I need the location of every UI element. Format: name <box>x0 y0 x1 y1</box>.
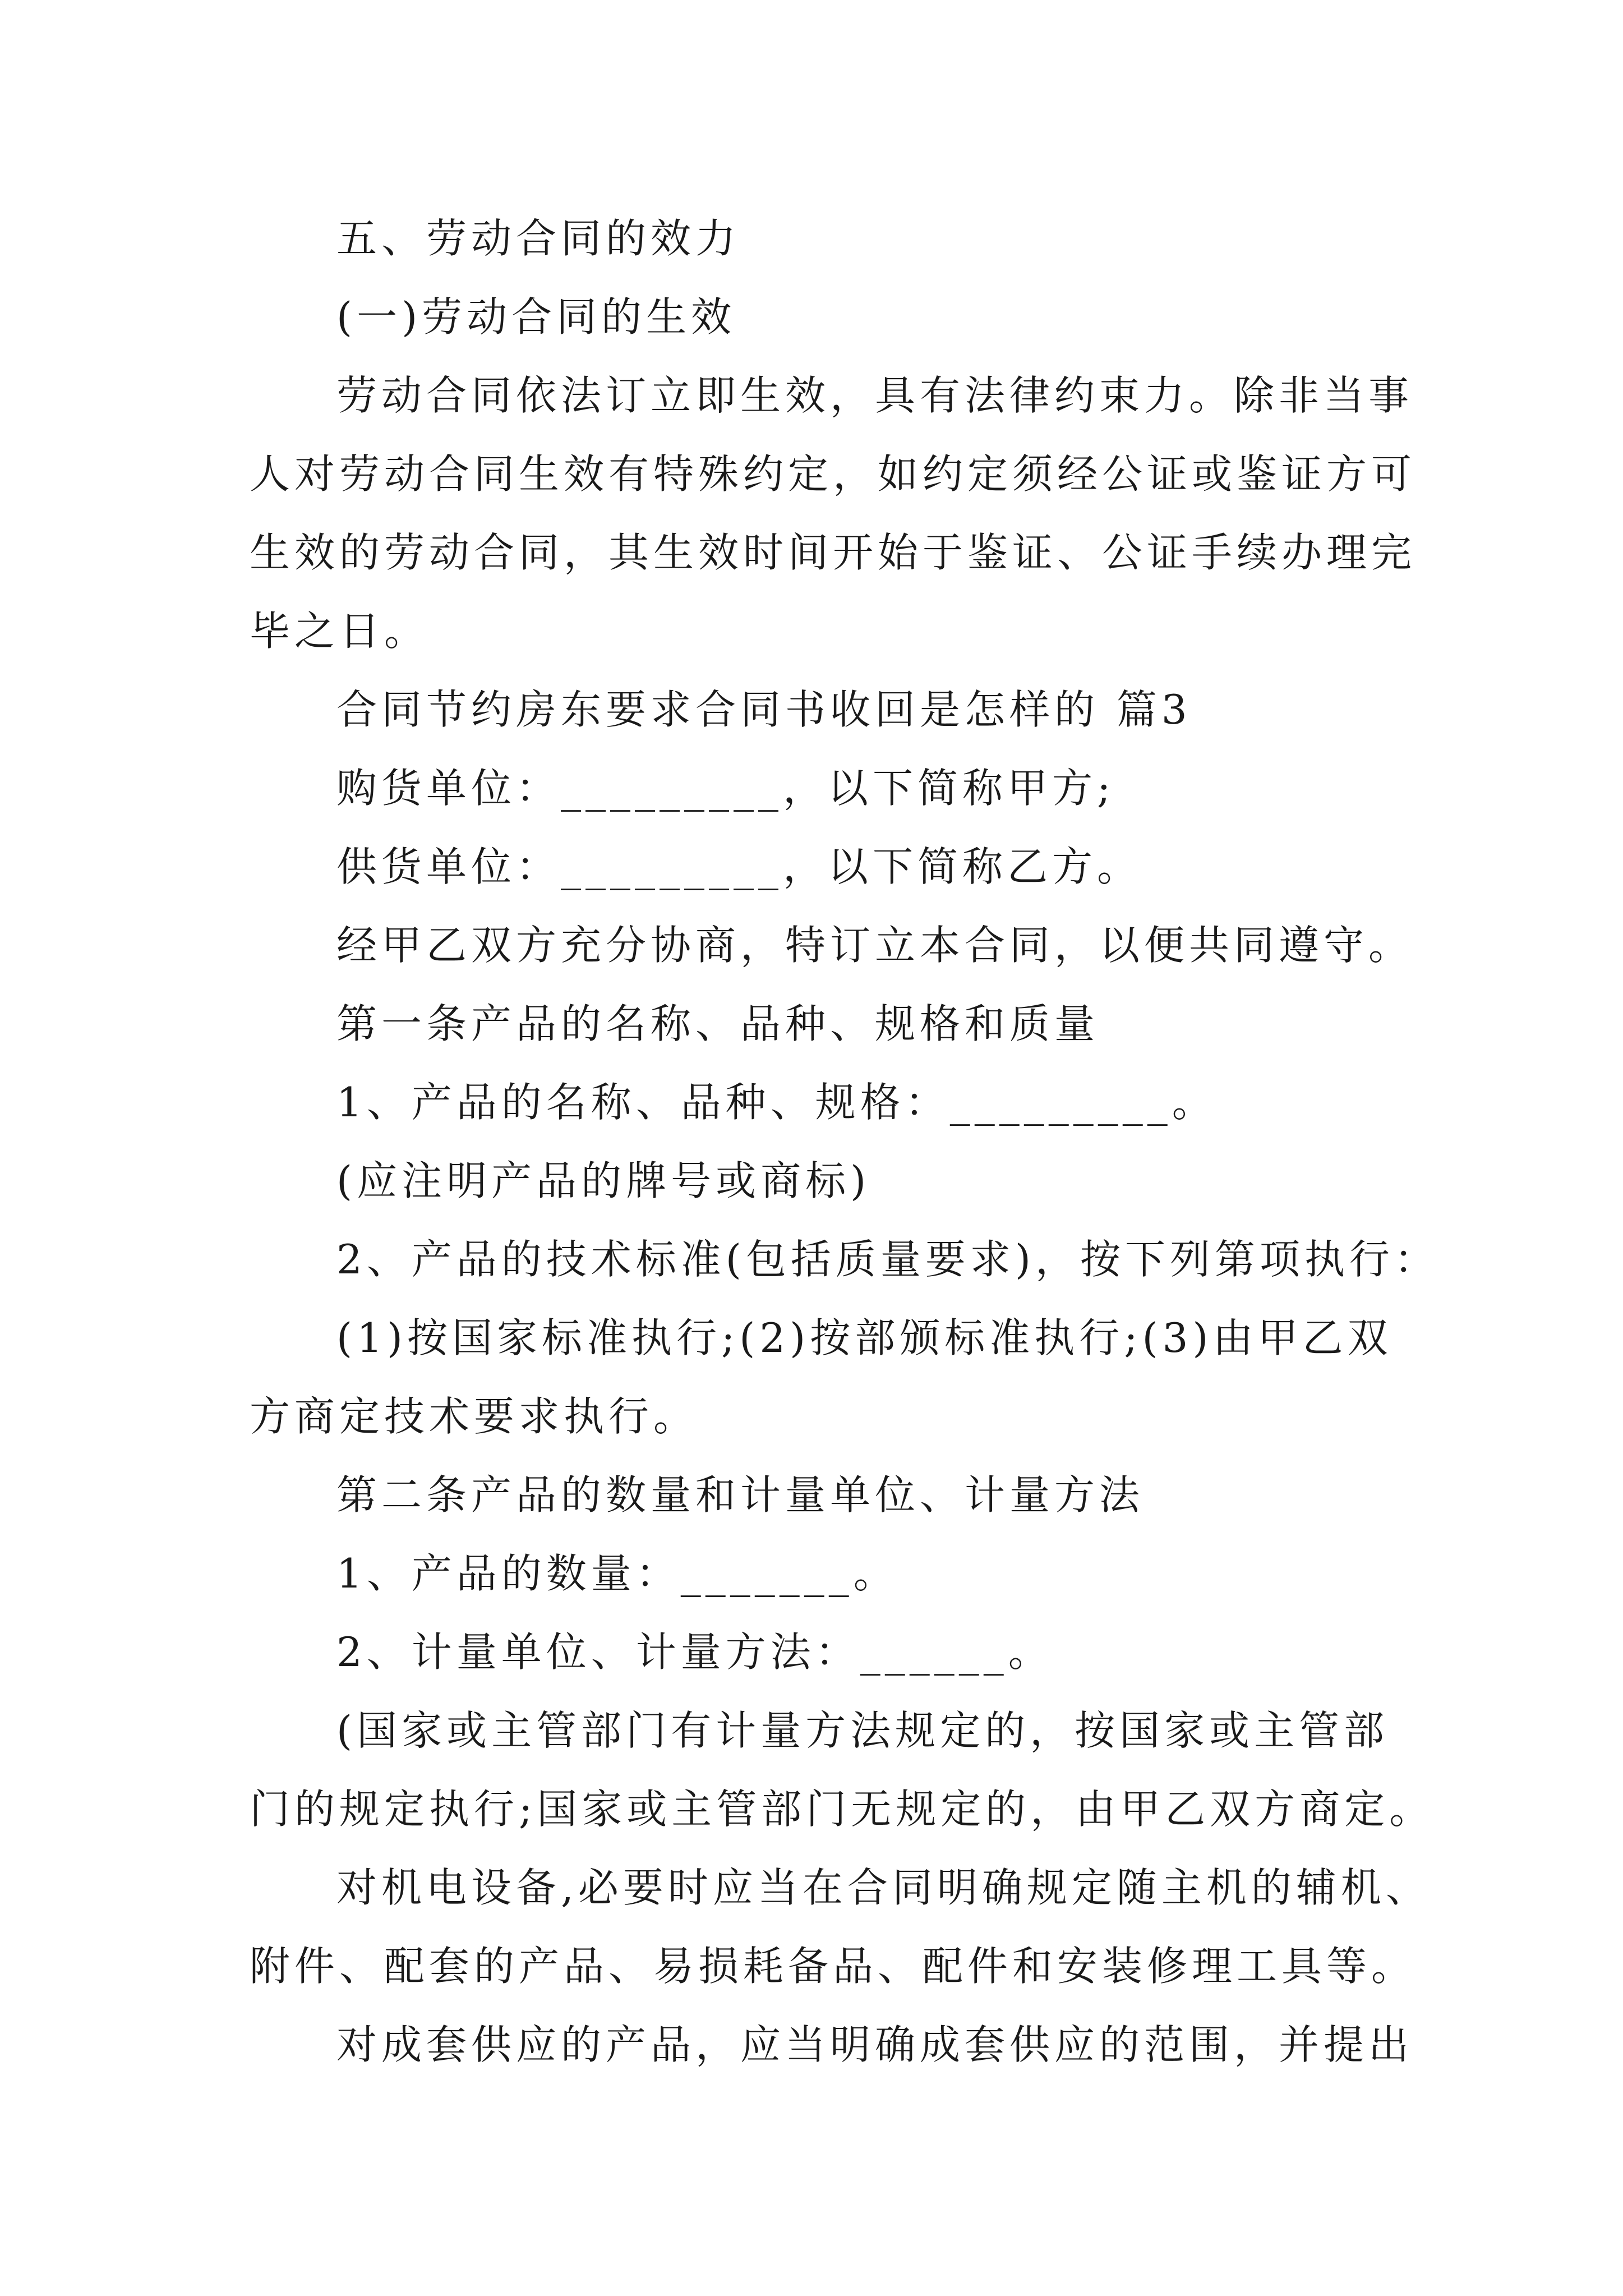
clause-line: (1)按国家标准执行;(2)按部颁标准执行;(3)由甲乙双 <box>336 1314 1393 1361</box>
clause-line: 1、产品的数量：_______。 <box>336 1550 898 1597</box>
paragraph-line: 经甲乙双方充分协商，特订立本合同，以便共同遵守。 <box>336 922 1414 969</box>
paragraph-line: 劳动合同依法订立即生效，具有法律约束力。除非当事 <box>336 372 1414 419</box>
article-heading: 第二条产品的数量和计量单位、计量方法 <box>336 1471 1145 1519</box>
clause-note: 门的规定执行;国家或主管部门无规定的，由甲乙双方商定。 <box>250 1786 1435 1833</box>
paragraph-line: 毕之日。 <box>250 608 430 655</box>
clause-line: 2、产品的技术标准(包括质量要求)，按下列第项执行： <box>336 1236 1439 1283</box>
buyer-line: 购货单位：_________，以下简称甲方; <box>336 765 1115 812</box>
subsection-heading: (一)劳动合同的生效 <box>336 293 736 341</box>
clause-note: (应注明产品的牌号或商标) <box>336 1157 871 1204</box>
paragraph-line: 附件、配套的产品、易损耗备品、配件和安装修理工具等。 <box>250 1943 1417 1990</box>
section-heading: 五、劳动合同的效力 <box>336 215 741 262</box>
clause-note: (国家或主管部门有计量方法规定的，按国家或主管部 <box>336 1707 1389 1754</box>
clause-line: 方商定技术要求执行。 <box>250 1393 699 1440</box>
paragraph-line: 对成套供应的产品，应当明确成套供应的范围，并提出 <box>336 2021 1414 2068</box>
clause-line: 2、计量单位、计量方法：______。 <box>336 1628 1053 1676</box>
contract-title: 合同节约房东要求合同书收回是怎样的 篇3 <box>336 686 1192 733</box>
article-heading: 第一条产品的名称、品种、规格和质量 <box>336 1000 1100 1047</box>
supplier-line: 供货单位：_________，以下简称乙方。 <box>336 843 1142 890</box>
clause-line: 1、产品的名称、品种、规格：_________。 <box>336 1079 1217 1126</box>
paragraph-line: 生效的劳动合同，其生效时间开始于鉴证、公证手续办理完 <box>250 529 1417 576</box>
paragraph-line: 对机电设备,必要时应当在合同明确规定随主机的辅机、 <box>336 1864 1431 1911</box>
paragraph-line: 人对劳动合同生效有特殊约定，如约定须经公证或鉴证方可 <box>250 450 1417 498</box>
